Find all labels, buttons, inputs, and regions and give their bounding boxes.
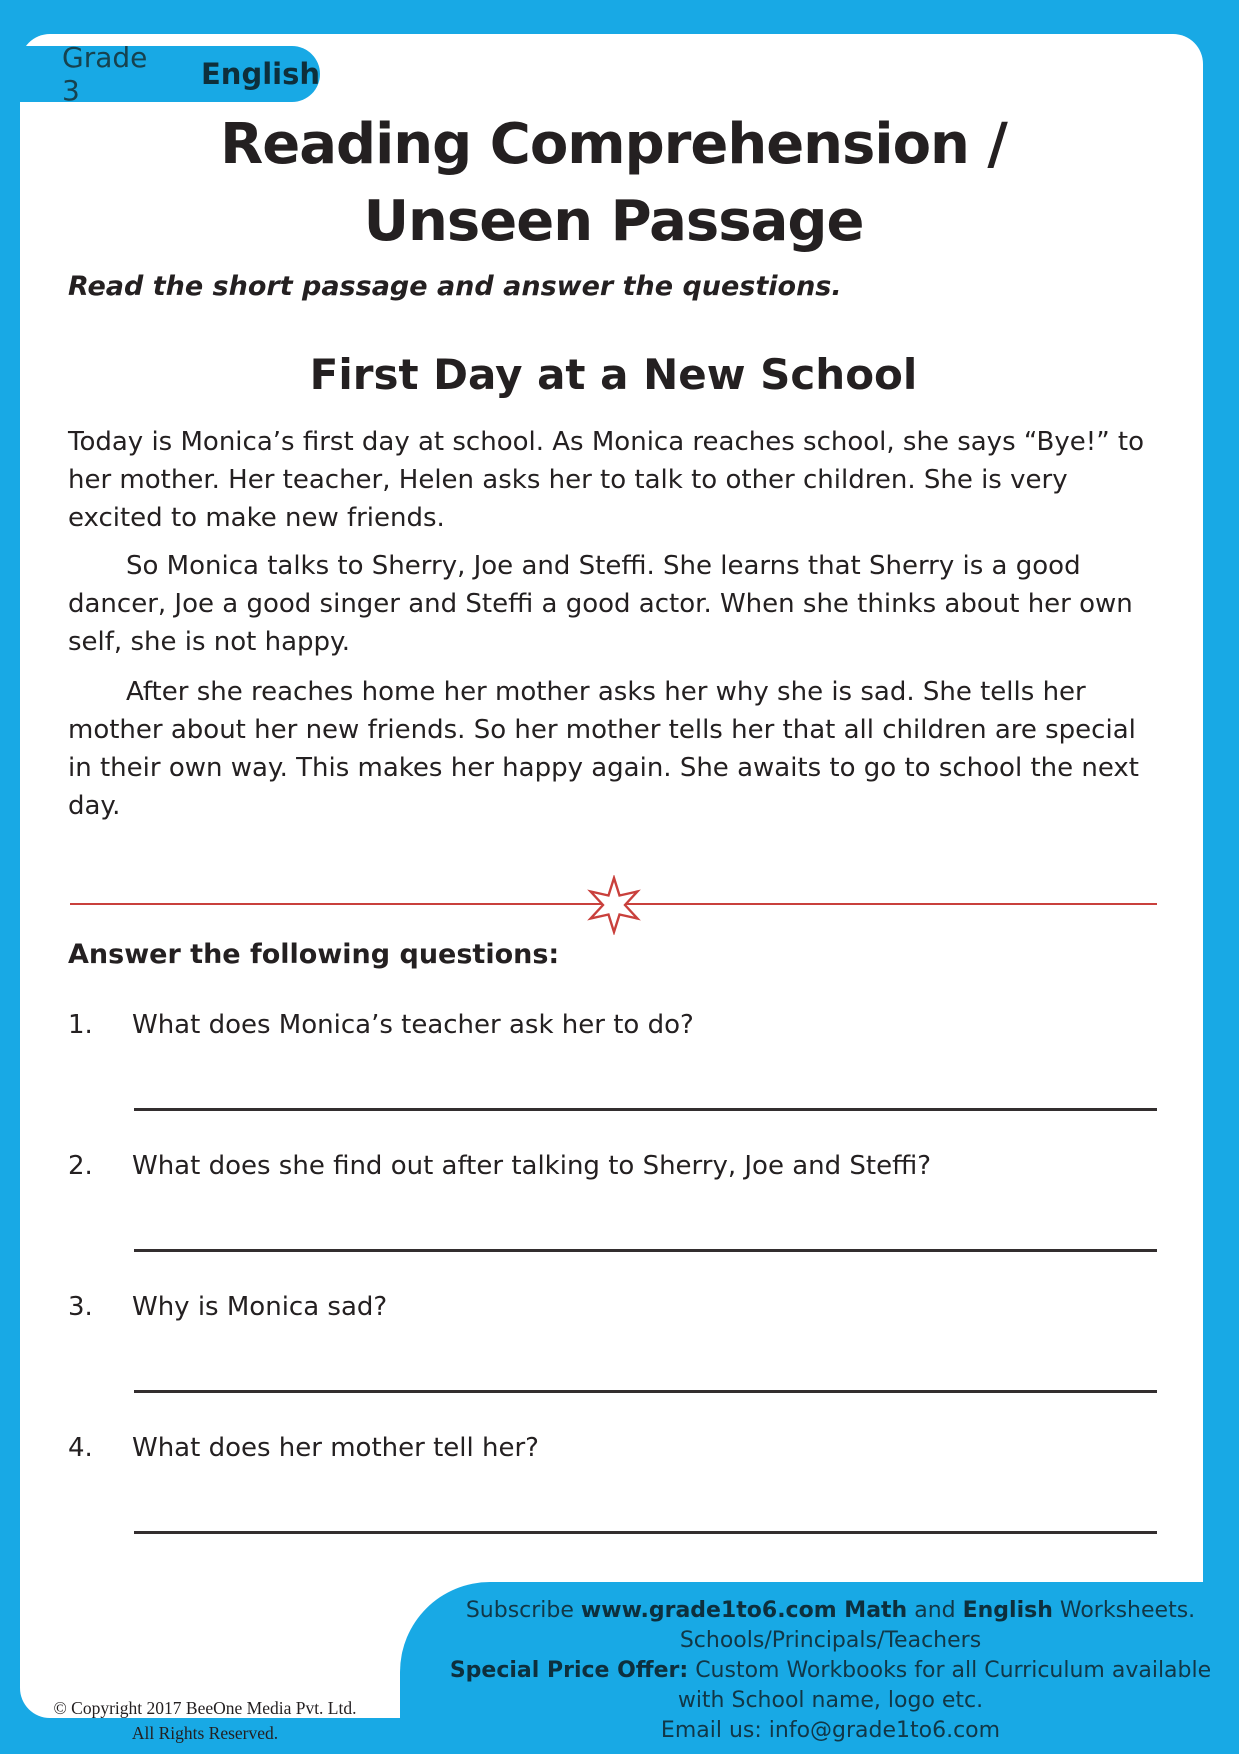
star-divider — [68, 875, 1159, 933]
passage-paragraph-3: After she reaches home her mother asks her why she is sad. She tells her mother about her new friends. So her mother tells her that all children are special in their own way. This makes her happy again. She awaits to go to school the next day. — [68, 676, 1139, 821]
copyright-text — [50, 1696, 360, 1746]
footer-subscribe-prefix: Subscribe — [465, 1598, 581, 1623]
passage-title: First Day at a New School — [309, 349, 918, 399]
question-text: Why is Monica sad? — [132, 1291, 388, 1322]
subject-label: English — [200, 57, 320, 91]
footer-subscribe-suffix: Worksheets. — [1052, 1598, 1196, 1623]
worksheet-content — [20, 34, 1203, 1534]
footer-offer-rest: Custom Workbooks for all Curriculum available — [688, 1658, 1212, 1683]
question-item-3 — [68, 1290, 1159, 1324]
grade-label: Grade 3 — [62, 41, 148, 107]
footer-offer-line — [434, 1656, 1227, 1686]
question-number: 2. — [68, 1150, 93, 1181]
page-title — [68, 106, 1159, 261]
footer-banner — [400, 1582, 1239, 1754]
answer-line-4 — [134, 1531, 1157, 1534]
question-text: What does her mother tell her? — [132, 1432, 539, 1463]
questions-heading: Answer the following questions: — [68, 938, 560, 970]
footer-email-line: Email us: info@grade1to6.com — [660, 1718, 1001, 1743]
question-number: 4. — [68, 1432, 93, 1463]
question-number: 1. — [68, 1009, 93, 1040]
footer-subscribe-line — [434, 1596, 1227, 1626]
copyright-line-2: All Rights Reserved. — [131, 1723, 279, 1743]
answer-line-1 — [134, 1108, 1157, 1111]
copyright-line-1: © Copyright 2017 BeeOne Media Pvt. Ltd. — [53, 1698, 357, 1718]
passage-paragraph-1: Today is Monica’s first day at school. As Monica reaches school, she says “Bye!” to her mother. Her teacher, Helen asks her to talk to other children. She is very excited to make new friends. — [68, 426, 1145, 533]
footer-school-line: with School name, logo etc. — [677, 1688, 984, 1713]
answer-line-3 — [134, 1390, 1157, 1393]
footer-audience-line: Schools/Principals/Teachers — [679, 1628, 982, 1653]
question-number: 3. — [68, 1291, 93, 1322]
question-item-1 — [68, 1008, 1159, 1042]
question-item-2 — [68, 1149, 1159, 1183]
question-text: What does she find out after talking to Sherry, Joe and Steffi? — [132, 1150, 932, 1181]
question-list — [68, 1008, 1159, 1534]
footer-site-bold: www.grade1to6.com Math — [580, 1598, 908, 1623]
footer-subscribe-mid: and — [907, 1598, 963, 1623]
instruction-text: Read the short passage and answer the questions. — [68, 270, 842, 302]
footer-offer-bold: Special Price Offer: — [449, 1658, 689, 1683]
title-line-2: Unseen Passage — [363, 189, 864, 255]
question-text: What does Monica’s teacher ask her to do? — [132, 1009, 694, 1040]
title-line-1: Reading Comprehension / — [220, 112, 1007, 177]
star-icon — [584, 875, 644, 935]
footer-english-bold: English — [962, 1598, 1053, 1623]
question-item-4 — [68, 1431, 1159, 1465]
passage-paragraph-2: So Monica talks to Sherry, Joe and Steffi. She learns that Sherry is a good dancer, Joe a good singer and Steffi a good actor. When she thinks about her own self, she is not happy. — [68, 550, 1133, 657]
answer-line-2 — [134, 1249, 1157, 1252]
